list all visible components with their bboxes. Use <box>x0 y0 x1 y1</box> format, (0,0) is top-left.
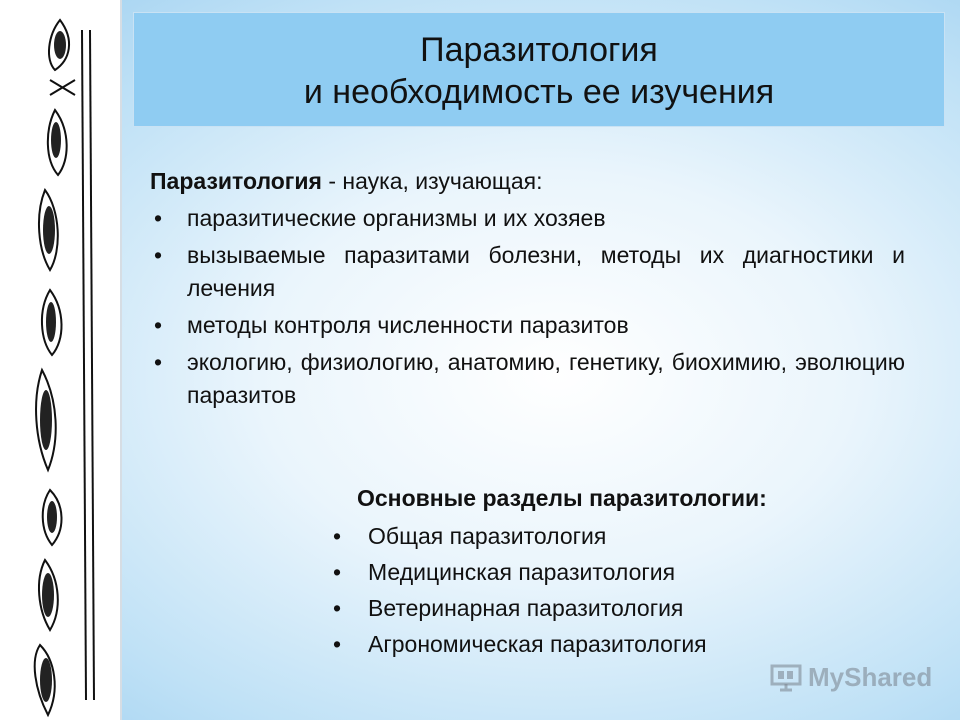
sections-list <box>330 518 930 662</box>
illustration-strip <box>0 0 122 720</box>
parasites-illustration <box>20 0 110 720</box>
list-item: • Агрономическая паразитология <box>330 626 930 662</box>
title-line-2: и необходимость ее изучения <box>303 73 775 111</box>
definition-term: Паразитология <box>150 168 322 194</box>
list-item: • паразитические организмы и их хозяев <box>150 202 905 235</box>
definition-lead <box>150 165 905 198</box>
list-item: • вызываемые паразитами болезни, методы их диагностики и лечения <box>150 239 905 305</box>
definition-block <box>150 165 905 416</box>
list-item: • Медицинская паразитология <box>330 554 930 590</box>
watermark-text: MyShared <box>808 662 933 692</box>
slide-title <box>133 12 945 127</box>
title-line-1: Паразитология <box>420 31 658 69</box>
sections-block <box>330 478 930 662</box>
list-item: • Ветеринарная паразитология <box>330 590 930 626</box>
watermark <box>770 660 933 694</box>
presentation-icon <box>770 662 802 692</box>
list-item: • экологию, физиологию, анатомию, генетику, биохимию, эволюцию паразитов <box>150 346 905 412</box>
definition-rest: - наука, изучающая: <box>321 168 543 194</box>
list-item: • Общая паразитология <box>330 518 930 554</box>
list-item: • методы контроля численности паразитов <box>150 309 905 342</box>
definition-list <box>150 202 905 412</box>
sections-heading: Основные разделы паразитологии: <box>357 485 767 511</box>
